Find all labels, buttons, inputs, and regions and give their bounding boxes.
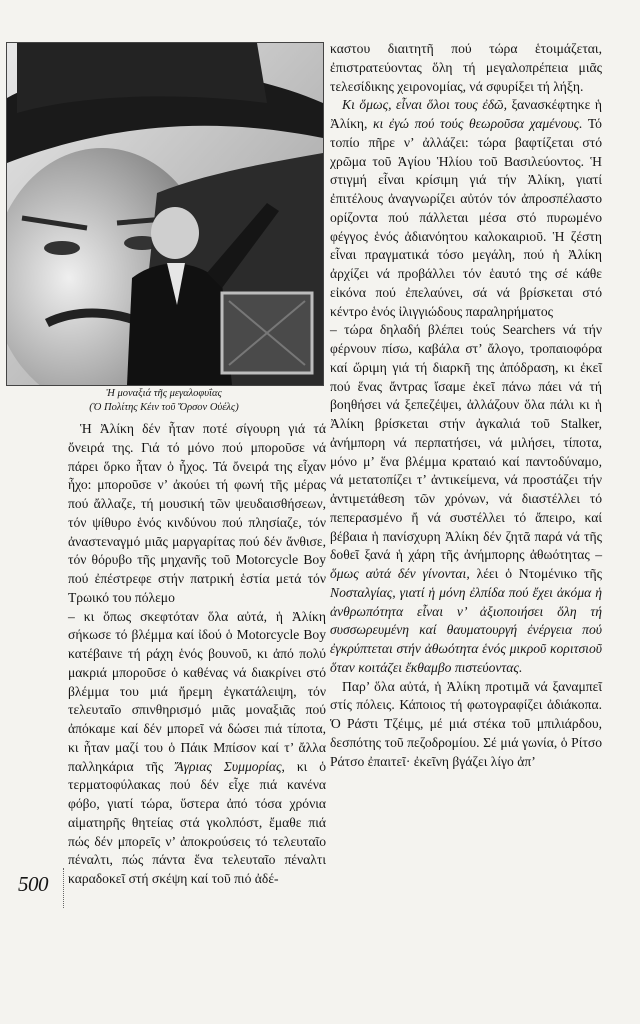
margin-rule xyxy=(63,868,65,908)
paragraph xyxy=(330,321,602,677)
paragraph xyxy=(68,608,326,889)
text-run: – κι ὅπως σκεφτόταν ὅλα αὐτά, ἡ Ἀλίκη σήκωσε τό βλέμμα καί ἰδού ὁ Motorcycle Boy κατέβαινε τή ράχη ἑνός βουνοῦ, κι ἀπό πολύ μακριά μποροῦσε ὁ καθένας νά διακρίνει στό βλέμμα του μιά ἤρεμη ἐγκατάλειψη, τόν τελευταῖο σπινθηρισμό μιᾶς μοναξιᾶς πού ἀπόκαμε καί δέν μπορεῖ νά δώσει πιά τίποτα, κι ἦταν μαζί του ὁ Πάικ Μπίσον καί τ’ ἄλλα παλληκάρια τῆς xyxy=(68,608,326,774)
italic-run: ὅμως αὐτά δέν γίνονται, xyxy=(330,566,470,581)
right-text-column xyxy=(330,40,602,771)
page-number: 500 xyxy=(18,872,48,896)
film-still-drawing xyxy=(7,43,323,385)
italic-run: Κι ὅμως, εἶναι ὅλοι τους ἐδῶ, xyxy=(342,97,508,113)
italic-run: κι ἐγώ πού τούς θεωροῦσα χαμένους. xyxy=(372,116,583,131)
text-run: λέει ὁ Ντομένικο τῆς xyxy=(469,566,602,581)
film-title-italic: Ἄγριας Συμμορίας xyxy=(175,758,282,774)
text-run: Τό τοπίο πῆρε ν’ ἀλλάζει: τώρα βαφτίζεται στό χρῶμα τοῦ Ἁγίου Ἡλίου τοῦ Βασιλεύοντος. Ἡ στιγμή εἶναι κρίσιμη γιά τήν Ἀλίκη, γιατί ἐπιτέλους ἀναγνωρίζει αὐτόν τόν ἀπροσπέλαστο ορίζοντα πού πάλλεται μέσα στό πυρωμένο φέγγος ἑνός ἀδιανόητου καλοκαιριοῦ. Ἡ ζέστη εἶναι πραγματικά τόσο μεγάλη, πού ἡ Ἀλίκη ἀρχίζει νά προβάλλει τόν ἑαυτό της σέ κάθε εἰκόνα πού ἐπελαύνει, σά νά βρίσκεται στό κέντρο ἑνός ἰλιγγιώδους παραληρήματος xyxy=(330,116,602,319)
text-run: ξανασκέφτηκε ἡ Ἀλίκη, xyxy=(330,97,602,131)
paragraph: Παρ’ ὅλα αὐτά, ἡ Ἀλίκη προτιμᾶ νά ξαναμπεῖ στίς πόλεις. Κάποιος τή φωτογραφίζει ἀδιάκοπα. Ὁ Ράστι Τζέιμς, μέ μιά στέκα τοῦ μπιλιάρδου, δεσπότης τοῦ πεζοδρομίου. Σέ μιά γωνία, ὁ Ρίτσο Ράτσο ἐπαιτεῖ· ἐκεῖνη βγάζει λίγο ἀπ’ xyxy=(330,678,602,769)
film-still-photo xyxy=(6,42,324,386)
paragraph: Ἡ Ἀλίκη δέν ἦταν ποτέ σίγουρη γιά τά ὄνειρά της. Γιά τό μόνο πού μποροῦσε νά πάρει ὅρκο ἦταν ὁ ἦχος. Τά ὄνειρά της εἶχαν ἦχο: μποροῦσε ν’ ἀκούει τή φωνή τῆς μέρας πού ἄλλαζε, τή μουσική τῶν ψευδαισθήσεων, τόν ψίθυρο ἑνός κινδύνου πού πλησίαζε, τόν ἀναστεναγμό μιᾶς μαργαρίτας πού δέν ἄνθισε, τόν θόρυβο τῆς μηχανῆς τοῦ Motorcycle Boy πού ἐπέστρεφε στήν πατρική ἑστία μετά τόν Τρωικό του πόλεμο xyxy=(68,421,326,605)
paragraph xyxy=(330,96,602,321)
caption-line-1: Ἡ μοναξιά τῆς μεγαλοφυΐας xyxy=(106,388,222,399)
text-run: – τώρα δηλαδή βλέπει τούς Searchers νά τήν φέρνουν πίσω, καβάλα στ’ ἄλογο, τροπαιοφόρα καί ὥριμη γιά τή διαρκῆ της ἀπόδραση, κι ἐκεῖ πού ἕνας ἄντρας ἴσαμε ἐκεῖ πάνω πάει νά τή βοηθήσει νά ξεπεζέψει, ἀλλάζουν ὅλα πάλι κι ἡ Ἀλίκη βρίσκεται στήν ἀγκαλιά τοῦ Stalker, ἀνήμπορη νά περπατήσει, νά μιλήσει, τίποτα, μόνο μ’ ἕνα βλέμμα κραταιό καί παντοδύναμο, νά μετατοπίζει τ’ ἀντικείμενα, νά προστάζει τήν ἀντιμετάθεση τῶν χρόνων, νά διαστέλλει τό πεπερασμένο ἤ νά συστέλλει τό ἄπειρο, καί βέβαια ἡ πανίσχυρη Ἀλίκη δέν ζητᾶ παρά νά τῆς δοθεῖ ξανά ἡ χάρη τῆς ἀνήμπορης ἀθωότητας – xyxy=(330,322,602,563)
caption-line-2: (Ὁ Πολίτης Κέιν τοῦ Ὄρσον Οὐέλς) xyxy=(89,402,239,413)
italic-run: Νοσταλγίας, γιατί ἡ μόνη ἐλπίδα πού ἔχει ἀκόμα ἡ ἀνθρωπότητα εἶναι ν’ ἀξιοποιήσει ὅλη τή συσσωρευμένη καί θαυματουργή ἐνέργεια πού ἐγκρύπτεται στήν ἀθωότητα ἑνός μικροῦ κοριτσιοῦ ὅταν κοιτάζει ἔκθαμβο πιστεύοντας. xyxy=(330,584,602,675)
text-run: , κι ὁ τερματοφύλακας πού δέν εἶχε πιά κανένα φόβο, γιατί τώρα, ὕστερα ἀπό τόσα χρόνια αἱματηρῆς θητείας στά γκολπόστ, ἔμαθε πιά πώς δέν μπορεῖς ν’ ἀποκρούσεις τό τελευταῖο πέναλτι, πώς πάντα ἕνα τελευταῖο πέναλτι καραδοκεῖ στή σκέψη καί τοῦ πιό ἀδέ- xyxy=(68,758,326,886)
figure-caption xyxy=(6,387,322,415)
paragraph: καστου διαιτητῆ πού τώρα ἑτοιμάζεται, ἐπιστρατεύοντας ὅλη τή μεγαλοπρέπεια μιᾶς τελεσίδικης χειρονομίας, νά σφυρίξει τή λήξη. xyxy=(330,41,602,94)
left-text-column xyxy=(68,420,326,889)
